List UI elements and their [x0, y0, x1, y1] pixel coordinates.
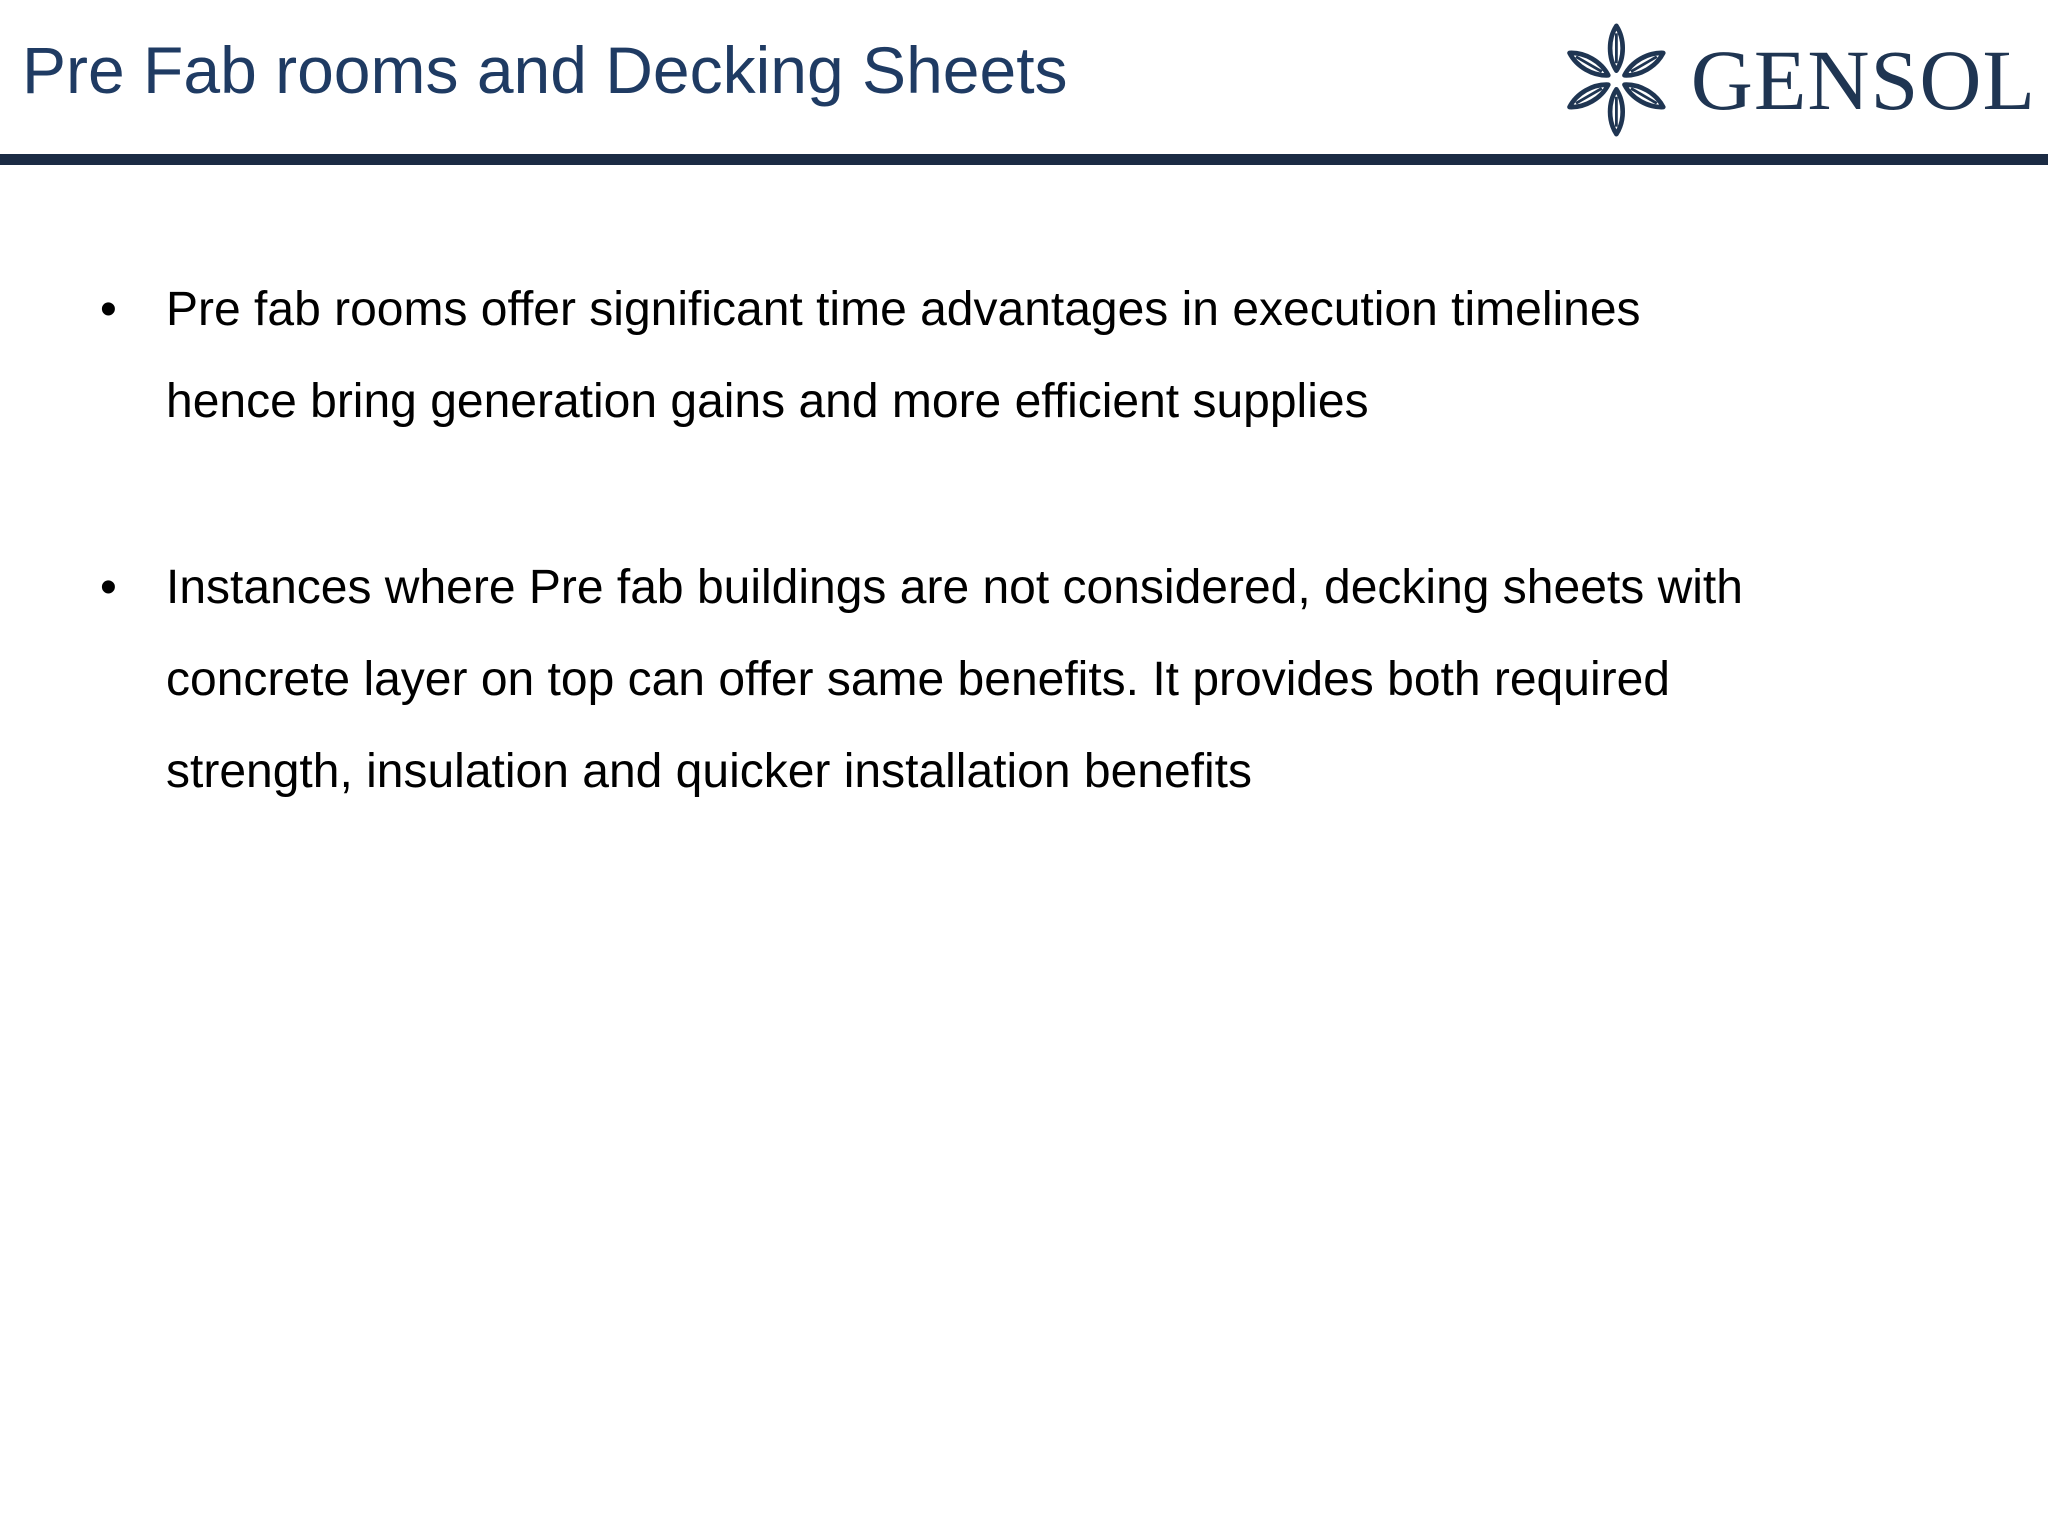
- header-divider: [0, 154, 2048, 165]
- bullet-marker: •: [100, 561, 117, 614]
- gensol-logo: [1566, 18, 2036, 142]
- bullet-item: [100, 542, 1860, 818]
- bullet-item: [100, 264, 1860, 448]
- slide-title: Pre Fab rooms and Decking Sheets: [22, 33, 1068, 107]
- bullet-text: Pre fab rooms offer significant time advantages in execution timelines hence bring generation gains and more efficient supplies: [166, 283, 1641, 428]
- bullet-text: Instances where Pre fab buildings are not considered, decking sheets with concrete layer on top can offer same benefits. It provides both required strength, insulation and quicker installation benefits: [166, 561, 1743, 798]
- six-petal-flower-logo-icon: [1566, 18, 1667, 142]
- bullet-marker: •: [100, 283, 117, 336]
- brand-name: GENSOL: [1690, 32, 2036, 128]
